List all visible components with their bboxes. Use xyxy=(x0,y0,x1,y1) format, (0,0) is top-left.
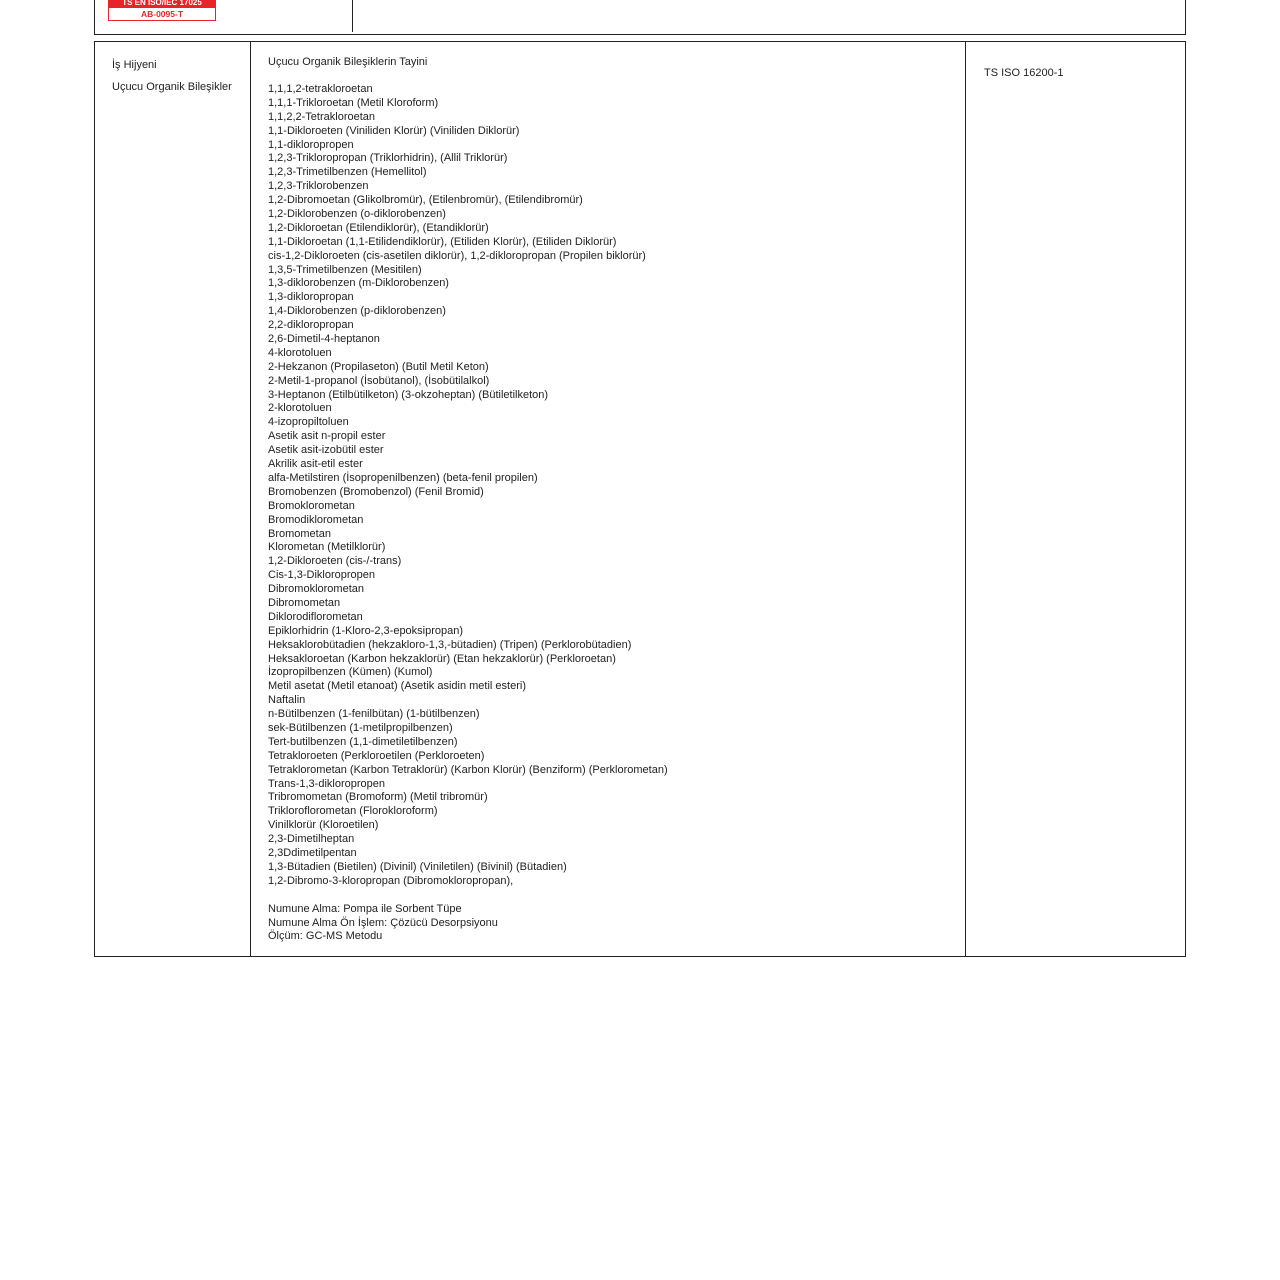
compound-item: n-Bütilbenzen (1-fenilbütan) (1-bütilbenzen) xyxy=(268,708,480,721)
compound-item: 1,3-dikloropropan xyxy=(268,291,354,304)
compound-item: 2,2-dikloropropan xyxy=(268,319,354,332)
compound-item: Klorometan (Metilklorür) xyxy=(268,541,386,554)
compound-item: cis-1,2-Dikloroeten (cis-asetilen diklorür), 1,2-dikloropropan (Propilen biklorür) xyxy=(268,249,646,262)
method-item: Ölçüm: GC-MS Metodu xyxy=(268,930,383,943)
method-item: Numune Alma: Pompa ile Sorbent Tüpe xyxy=(268,902,462,915)
compound-item: Trans-1,3-dikloropropen xyxy=(268,777,385,790)
standard-cell xyxy=(984,66,1064,80)
compound-item: Metil asetat (Metil etanoat) (Asetik asidin metil esteri) xyxy=(268,680,526,693)
compound-item: Tetraklorometan (Karbon Tetraklorür) (Karbon Klorür) (Benziform) (Perklorometan) xyxy=(268,763,668,776)
compound-item: Tetrakloroeten (Perkloroetilen (Perkloroeten) xyxy=(268,749,485,762)
compound-item: 1,2,3-Trimetilbenzen (Hemellitol) xyxy=(268,166,427,179)
compound-item: Tribromometan (Bromoform) (Metil tribromür) xyxy=(268,791,488,804)
compound-item: 2-klorotoluen xyxy=(268,402,332,415)
compound-item: 1,2-Dibromoetan (Glikolbromür), (Etilenbromür), (Etilendibromür) xyxy=(268,194,583,207)
compound-item: Vinilklorür (Kloroetilen) xyxy=(268,819,379,832)
accreditation-number: AB-0095-T xyxy=(140,9,184,19)
field-name: İş Hijyeni xyxy=(112,59,157,71)
column-divider xyxy=(250,42,251,956)
compound-item: 1,2-Diklorobenzen (o-diklorobenzen) xyxy=(268,208,446,221)
compound-item: 3-Heptanon (Etilbütilketon) (3-okzoheptan) (Bütiletilketon) xyxy=(268,388,549,401)
scope-table xyxy=(94,41,1186,957)
compound-item: Bromometan xyxy=(268,527,331,540)
spacer xyxy=(268,889,668,903)
test-cell xyxy=(268,55,668,944)
compound-item: 1,1,2,2-Tetrakloroetan xyxy=(268,110,376,123)
compound-item: 4-klorotoluen xyxy=(268,346,332,359)
compound-item: 4-izopropiltoluen xyxy=(268,416,349,429)
compound-item: Tert-butilbenzen (1,1-dimetiletilbenzen) xyxy=(268,735,458,748)
compound-item: sek-Bütilbenzen (1-metilpropilbenzen) xyxy=(268,721,453,734)
compound-item: 1,2-Dikloroeten (cis-/-trans) xyxy=(268,555,402,568)
compound-item: 2,6-Dimetil-4-heptanon xyxy=(268,333,380,346)
compound-item: 1,4-Diklorobenzen (p-diklorobenzen) xyxy=(268,305,446,318)
compound-item: Cis-1,3-Dikloropropen xyxy=(268,569,375,582)
compound-item: 1,2-Dibromo-3-kloropropan (Dibromokloropropan), xyxy=(268,874,514,887)
compound-item: Naftalin xyxy=(268,694,306,707)
compound-list xyxy=(268,83,668,889)
compound-item: Asetik asit n-propil ester xyxy=(268,430,386,443)
subfield-name: Uçucu Organik Bileşikler xyxy=(112,81,232,93)
compound-item: 1,2,3-Triklorobenzen xyxy=(268,180,369,193)
compound-item: 2-Metil-1-propanol (İsobütanol), (İsobütilalkol) xyxy=(268,374,490,387)
test-title: Uçucu Organik Bileşiklerin Tayini xyxy=(268,56,428,68)
compound-item: Trikloroflorometan (Florokloroform) xyxy=(268,805,438,818)
compound-item: 2,3-Dimetilheptan xyxy=(268,833,355,846)
compound-item: 2,3Ddimetilpentan xyxy=(268,846,357,859)
compound-item: Diklorodiflorometan xyxy=(268,610,363,623)
compound-item: 1,1-Dikloroeten (Viniliden Klorür) (Viniliden Diklorür) xyxy=(268,124,520,137)
compound-item: Heksakloroetan (Karbon hekzaklorür) (Etan hekzaklorür) (Perkloroetan) xyxy=(268,652,616,665)
spacer xyxy=(268,69,668,83)
compound-item: 1,1,1,2-tetrakloroetan xyxy=(268,83,373,95)
compound-item: Bromoklorometan xyxy=(268,499,355,512)
compound-item: 1,1,1-Trikloroetan (Metil Kloroform) xyxy=(268,96,439,109)
compound-item: Asetik asit-izobütil ester xyxy=(268,444,384,457)
header-divider xyxy=(352,0,353,32)
compound-item: 1,3-Bütadien (Bietilen) (Divinil) (Viniletilen) (Bivinil) (Bütadien) xyxy=(268,860,567,873)
compound-item: Dibromoklorometan xyxy=(268,583,364,596)
compound-item: Epiklorhidrin (1-Kloro-2,3-epoksipropan) xyxy=(268,624,464,637)
field-cell xyxy=(112,54,232,98)
compound-item: alfa-Metilstiren (İsopropenilbenzen) (beta-fenil propilen) xyxy=(268,471,538,484)
standard-reference: TS ISO 16200-1 xyxy=(984,67,1064,79)
compound-item: 1,2-Dikloroetan (Etilendiklorür), (Etandiklorür) xyxy=(268,221,489,234)
compound-item: 1,3-diklorobenzen (m-Diklorobenzen) xyxy=(268,277,449,290)
compound-item: Bromodiklorometan xyxy=(268,513,364,526)
compound-item: İzopropilbenzen (Kümen) (Kumol) xyxy=(268,666,433,679)
header-table xyxy=(94,0,1186,35)
compound-item: Heksaklorobütadien (hekzakloro-1,3,-bütadien) (Tripen) (Perklorobütadien) xyxy=(268,638,632,651)
compound-item: 1,3,5-Trimetilbenzen (Mesitilen) xyxy=(268,263,422,276)
compound-item: 1,1-Dikloroetan (1,1-Etilidendiklorür), (Etiliden Klorür), (Etiliden Diklorür) xyxy=(268,235,617,248)
compound-item: 1,1-dikloropropen xyxy=(268,138,354,151)
compound-item: Akrilik asit-etil ester xyxy=(268,458,363,471)
method-item: Numune Alma Ön İşlem: Çözücü Desorpsiyonu xyxy=(268,916,498,929)
compound-item: 2-Hekzanon (Propilaseton) (Butil Metil Keton) xyxy=(268,360,489,373)
compound-item: 1,2,3-Trikloropropan (Triklorhidrin), (Allil Triklorür) xyxy=(268,152,508,165)
compound-item: Dibromometan xyxy=(268,596,341,609)
accreditation-logo xyxy=(108,0,216,21)
method-list xyxy=(268,903,668,945)
compound-item: Bromobenzen (Bromobenzol) (Fenil Bromid) xyxy=(268,485,484,498)
column-divider xyxy=(965,42,966,956)
accreditation-standard: TS EN ISO/IEC 17025 xyxy=(109,0,215,8)
